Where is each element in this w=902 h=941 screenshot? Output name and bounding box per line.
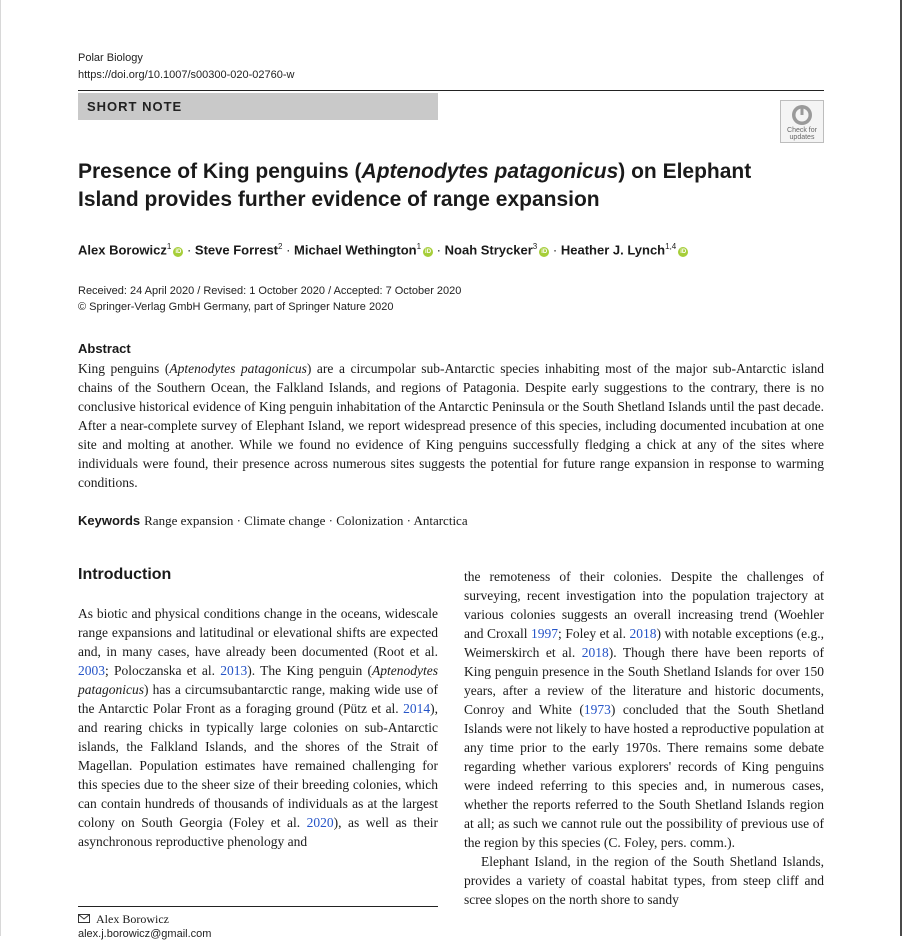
check-for-updates-badge[interactable] [780,100,824,143]
author-list [78,238,688,259]
text-run: the remoteness of their colonies. Despite the challenges of surveying, recent investigation into the population trajectory at various colonies suggests an overall increasing trend (Woehler and Croxall [464,569,824,641]
header-rule [78,90,824,91]
check-updates-icon [791,104,813,126]
corresponding-author-name: Alex Borowicz [96,912,169,926]
author-separator: · [286,242,291,258]
citation-link[interactable]: 2018 [581,645,609,660]
author-affiliation: 1,4 [665,242,677,251]
text-run: ), and rearing chicks in typically large colonies on sub-Antarctic islands, the Falkland Islands, and the shores of the Strait of Magellan. Population estimates have remained challenging for this species due to the sheer size of their breeding colonies, which can contain hundreds of thousands of individuals as at the largest colony on South Georgia (Foley et al. [78,701,438,830]
title-part-2: ) on Elephant Island provides further evidence of range expansion [78,160,752,211]
paragraph: Elephant Island, in the region of the South Shetland Islands, provides a variety of coastal habitat types, from steep cliff and scree slopes on the north shore to sandy [464,854,824,907]
author-separator: · [552,242,558,258]
publication-history: Received: 24 April 2020 / Revised: 1 October 2020 / Accepted: 7 October 2020 [78,285,462,297]
text-run: ; Poloczanska et al. [105,663,221,678]
orcid-icon[interactable]: iD [680,249,687,256]
abstract-text-a: King penguins ( [78,361,170,376]
corresponding-author-email[interactable]: alex.j.borowicz@gmail.com [78,928,212,940]
author-affiliation: 2 [278,242,283,251]
text-run: ) with notable exceptions (e.g., Weimerskirch et al. [464,626,824,660]
citation-link[interactable]: 1997 [531,626,559,641]
introduction-left-column [78,604,438,851]
orcid-icon[interactable]: iD [541,249,548,256]
text-run: ), as well as their asynchronous reproductive phenology and [78,815,439,849]
citation-link[interactable]: 2013 [220,663,248,678]
copyright-notice: © Springer-Verlag GmbH Germany, part of Springer Nature 2020 [78,301,394,313]
author-affiliation: 1 [416,242,422,251]
species-name: Aptenodytes patagonicus [78,663,438,697]
author-name[interactable]: Heather J. Lynch [560,242,666,258]
introduction-heading: Introduction [78,566,172,583]
orcid-icon[interactable]: iD [175,249,182,256]
abstract-body [78,359,824,492]
check-updates-line2: updates [789,134,815,141]
citation-link[interactable]: 2020 [306,815,334,830]
footnote-rule [78,906,438,907]
introduction-right-column [464,567,824,909]
author-separator: · [436,242,442,258]
text-run: ). Though there have been reports of King penguin presence in the South Shetland Islands for over 150 years, after a review of the literature and historic documents, Conroy and White ( [464,645,824,717]
author-affiliation: 1 [166,242,172,251]
text-run: ) has a circumsubantarctic range, making wide use of the Antarctic Polar Front as a foraging ground (Pütz et al. [78,682,438,716]
author-name[interactable]: Steve Forrest [194,242,278,258]
text-run: As biotic and physical conditions change in the oceans, widescale range expansions and latitudinal or elevational shifts are expected and, in many cases, have already been documented (Root et al. [78,606,438,659]
abstract-heading: Abstract [78,341,131,356]
title-part-1: Presence of King penguins ( [78,160,362,183]
author-separator: · [186,242,192,258]
check-updates-line1: Check for [787,127,817,134]
text-run: ) concluded that the South Shetland Islands were not likely to have hosted a reproductive population at any time prior to the early 1970s. There remains some debate regarding whether various explorers' records of King penguins were indeed referring to this species and, in numerous cases, whether the reports referred to the South Shetland Islands region at all; as such we cannot rule out the possibility of previous use of the region by this species (C. Foley, pers. comm.). [464,702,824,850]
citation-link[interactable]: 2003 [78,663,105,678]
author-name[interactable]: Noah Strycker [444,242,533,258]
citation-link[interactable]: 1973 [583,702,611,717]
journal-header [78,50,295,84]
page-left-edge [0,0,1,936]
keywords-label: Keywords [78,513,141,528]
abstract-species: Aptenodytes patagonicus [169,361,307,376]
doi-link[interactable]: https://doi.org/10.1007/s00300-020-02760-w [78,69,295,81]
article-dates [78,283,461,315]
journal-name: Polar Biology [78,52,143,64]
orcid-icon[interactable]: iD [425,249,432,256]
text-run: ; Foley et al. [558,626,630,641]
citation-link[interactable]: 2014 [403,701,431,716]
text-run: ). The King penguin ( [247,663,373,678]
title-species: Aptenodytes patagonicus [361,160,619,183]
citation-link[interactable]: 2018 [629,626,657,641]
corresponding-author [78,911,169,927]
author-name[interactable]: Michael Wethington [294,242,417,258]
article-title [78,158,798,214]
article-type-banner: SHORT NOTE [78,93,438,120]
envelope-icon [78,911,90,927]
author-name[interactable]: Alex Borowicz [78,242,167,258]
author-affiliation: 3 [532,242,538,251]
abstract-text-b: ) are a circumpolar sub-Antarctic species inhabiting most of the major sub-Antarctic island chains of the Southern Ocean, the Falkland Islands, and regions of Patagonia. Despite early suggestions to the contrary, there is no conclusive historical evidence of King penguin inhabitation of the Antarctic Peninsula or the South Shetland Islands until the past decade. After a near-complete survey of Elephant Island, we report widespread presence of this species, including documented incubation at one site and molting at another. While we found no evidence of King penguins successfully fledging a chick at any of the sites where individuals were found, their presence across numerous sites suggests the potential for future range expansion in response to warming conditions. [78,361,825,490]
paragraph [78,604,438,851]
keywords-list: Range expansion · Climate change · Colonization · Antarctica [144,513,468,528]
keywords [78,511,468,530]
paragraph [464,567,824,852]
